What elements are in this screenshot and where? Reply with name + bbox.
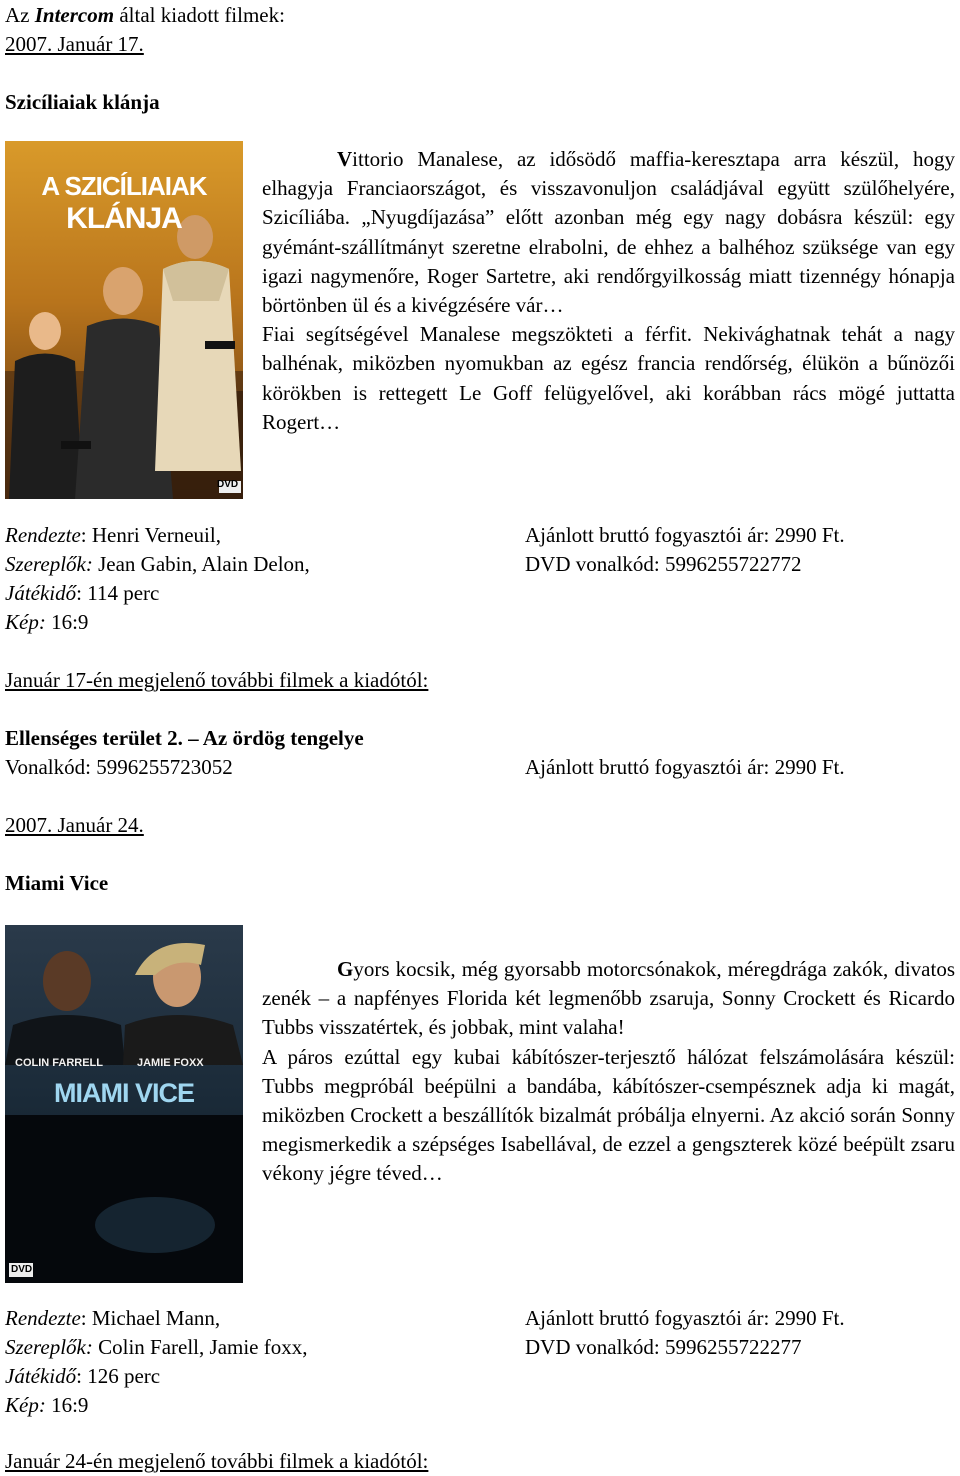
- credit-cast: Szereplők: Jean Gabin, Alain Delon,: [5, 552, 310, 576]
- credit-picture: Kép: 16:9: [5, 610, 89, 634]
- more-films-heading: Január 24-én megjelenő további filmek a kiadótól:: [5, 1449, 429, 1473]
- film-title: Miami Vice: [5, 871, 109, 895]
- credit-runtime: Játékidő: 114 perc: [5, 581, 160, 605]
- description-paragraph: Fiai segítségével Manalese megszökteti a férfit. Nekivághatnak tehát a nagy balhénak, miközben nyomukban az egész francia rendőrség, élükön a bűnözői körökben is rettegett Le Goff felügyelővel, aki korábban rács mögé juttatta Rogert…: [262, 322, 955, 434]
- film-barcode: DVD vonalkód: 5996255722277: [525, 1335, 802, 1359]
- more-films-heading: Január 17-én megjelenő további filmek a kiadótól:: [5, 668, 429, 692]
- credit-runtime: Játékidő: 126 perc: [5, 1364, 161, 1388]
- film-price: Ajánlott bruttó fogyasztói ár: 2990 Ft.: [525, 523, 845, 547]
- movie-poster-image: [5, 925, 243, 1283]
- film-description: [262, 955, 955, 1189]
- film-price: Ajánlott bruttó fogyasztói ár: 2990 Ft.: [525, 1306, 845, 1330]
- poster-actor-left: COLIN FARRELL: [15, 1057, 103, 1069]
- dvd-badge: DVD: [217, 479, 239, 490]
- more-film-price: Ajánlott bruttó fogyasztói ár: 2990 Ft.: [525, 755, 845, 779]
- poster-title-line2: KLÁNJA: [66, 202, 182, 235]
- film-barcode: DVD vonalkód: 5996255722772: [525, 552, 802, 576]
- description-paragraph: Vittorio Manalese, az idősödő maffia-keresztapa arra készül, hogy elhagyja Franciaországot, és visszavonuljon családjával együtt szülőhelyére, Szicíliába. „Nyugdíjazása” előtt azonban még egy nagy dobásra készül: egy gyémánt-szállítmányt szeretne elrabolni, de ehhez a balhéhoz szüksége van egy igazi nagymenőre, Roger Sartetre, aki rendőrgyilkosság miatt tizennégy hónapja börtönben ül és a kivégzésére vár…: [262, 147, 955, 318]
- publisher-name: Intercom: [34, 3, 115, 27]
- intro-line: Az Intercom által kiadott filmek:: [5, 3, 285, 27]
- film-description: [262, 145, 955, 437]
- credit-picture: Kép: 16:9: [5, 1393, 89, 1417]
- poster-title-line1: A SZICÍLIAIAK: [41, 171, 207, 201]
- credit-cast: Szereplők: Colin Farell, Jamie foxx,: [5, 1335, 308, 1359]
- release-date: 2007. Január 17.: [5, 32, 144, 56]
- credit-director: Rendezte: Henri Verneuil,: [5, 523, 221, 547]
- description-paragraph: Gyors kocsik, még gyorsabb motorcsónakok, méregdrága zakók, divatos zenék – a napfényes Florida két legmenőbb zsaruja, Sonny Crockett és Ricardo Tubbs visszatértek, és jobbak, mint valaha!: [262, 957, 955, 1040]
- credit-director: Rendezte: Michael Mann,: [5, 1306, 221, 1330]
- movie-poster-image: [5, 141, 243, 499]
- release-date: 2007. Január 24.: [5, 813, 144, 837]
- description-paragraph: A páros ezúttal egy kubai kábítószer-terjesztő hálózat felszámolására készül: Tubbs megpróbál beépülni a bandába, kábítószer-csempésznek adja ki magát, miközben Crockett a beszállítók bizalmát próbálja elnyerni. Az akció során Sonny megismerkedik a szépséges Isabellával, de ezzel a gengszterek közé beépült zsaru vékony jégre téved…: [262, 1044, 955, 1186]
- poster-title: MIAMI VICE: [53, 1078, 194, 1108]
- more-film-title: Ellenséges terület 2. – Az ördög tengelye: [5, 726, 364, 750]
- film-title: Szicíliaiak klánja: [5, 90, 160, 114]
- poster-actor-right: JAMIE FOXX: [137, 1057, 204, 1069]
- more-film-barcode: Vonalkód: 5996255723052: [5, 755, 233, 779]
- dvd-badge: DVD: [11, 1264, 33, 1275]
